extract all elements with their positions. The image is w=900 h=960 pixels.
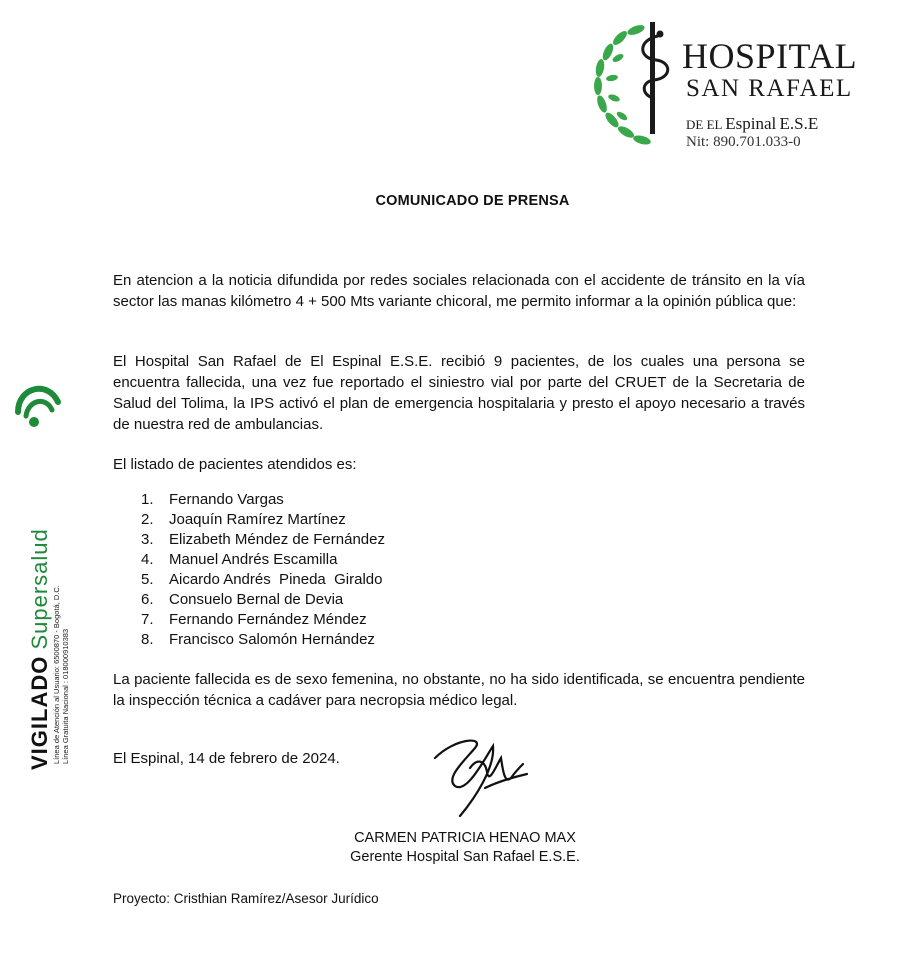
list-item	[141, 530, 385, 550]
hospital-logo	[590, 18, 890, 158]
list-item-name: Francisco Salomón Hernández	[169, 631, 375, 648]
logo-hospital-text: HOSPITAL	[682, 36, 858, 76]
paragraph-deceased: La paciente fallecida es de sexo femenina, no obstante, no ha sido identificada, se encuentra pendiente la inspección técnica a cadáver para necropsia médico legal.	[113, 671, 805, 709]
list-item-name: Fernando Vargas	[169, 491, 284, 508]
signer-block	[0, 829, 900, 867]
list-item-number: 8.	[141, 631, 154, 648]
vigilado-title	[28, 370, 52, 770]
vigilado-line2: Línea Gratuita Nacional : 018000910383	[61, 628, 70, 764]
list-item	[141, 490, 385, 510]
document-date: El Espinal, 14 de febrero de 2024.	[113, 750, 340, 767]
laurel-staff-icon	[590, 18, 690, 158]
list-item-number: 7.	[141, 611, 154, 628]
paragraph-intro: En atencion a la noticia difundida por redes sociales relacionada con el accidente de tránsito en la vía sector las manas kilómetro 4 + 500 Mts variante chicoral, me permito informar a la opinión pública que:	[113, 272, 805, 310]
logo-sub-ese: E.S.E	[779, 114, 819, 133]
list-item-number: 1.	[141, 491, 154, 508]
supersalud-label: Supersalud	[27, 528, 52, 650]
logo-subtitle	[686, 115, 818, 132]
list-item-number: 2.	[141, 511, 154, 528]
list-item-name: Manuel Andrés Escamilla	[169, 551, 338, 568]
list-item	[141, 510, 385, 530]
list-item-number: 3.	[141, 531, 154, 548]
vigilado-line1: Línea de Atención al Usuario: 6500870 - Bogotá, D.C.	[52, 585, 61, 764]
list-item-number: 4.	[141, 551, 154, 568]
list-item-name: Consuelo Bernal de Devia	[169, 591, 344, 608]
list-item	[141, 570, 385, 590]
signer-title: Gerente Hospital San Rafael E.S.E.	[350, 849, 580, 865]
document-title: COMUNICADO DE PRENSA	[375, 193, 570, 209]
list-item-number: 6.	[141, 591, 154, 608]
handwritten-signature	[415, 728, 535, 828]
list-item-number: 5.	[141, 571, 154, 588]
list-intro: El listado de pacientes atendidos es:	[113, 456, 357, 473]
logo-sub-espinal: Espinal	[725, 114, 777, 133]
logo-sub-el: EL	[706, 117, 722, 132]
logo-nit: Nit: 890.701.033-0	[686, 134, 801, 150]
list-item	[141, 630, 385, 650]
list-item	[141, 590, 385, 610]
list-item-name: Elizabeth Méndez de Fernández	[169, 531, 385, 548]
paragraph-details: El Hospital San Rafael de El Espinal E.S.E. recibió 9 pacientes, de los cuales una persona se encuentra fallecida, una vez fue reportado el siniestro vial por parte del CRUET de la Secretaria de Salud del Tolima, la IPS activó el plan de emergencia hospitalaria y presto el apoyo necesario a través de nuestra red de ambulancias.	[113, 353, 805, 433]
list-item	[141, 610, 385, 630]
logo-san-rafael-text: SAN RAFAEL	[686, 75, 853, 102]
patients-list	[141, 490, 385, 650]
vigilado-label: VIGILADO	[27, 655, 52, 770]
list-item-name: Fernando Fernández Méndez	[169, 611, 367, 628]
vigilado-text-block	[28, 370, 70, 770]
list-item-name: Joaquín Ramírez Martínez	[169, 511, 346, 528]
signer-name: CARMEN PATRICIA HENAO MAX	[354, 830, 576, 846]
list-item-name: Aicardo Andrés Pineda Giraldo	[169, 571, 383, 588]
list-item	[141, 550, 385, 570]
vigilado-supersalud-stamp	[0, 370, 80, 770]
project-credit: Proyecto: Cristhian Ramírez/Asesor Jurídico	[113, 891, 379, 906]
logo-sub-de: DE	[686, 117, 704, 132]
